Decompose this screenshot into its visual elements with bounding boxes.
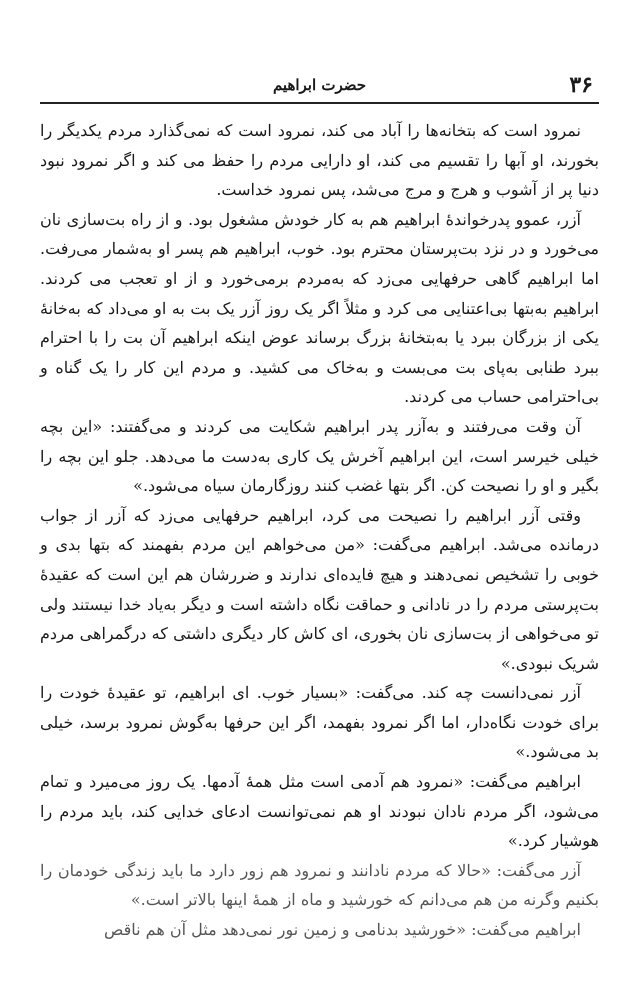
paragraph: ابراهیم می‌گفت: «خورشید بدنامی و زمین نور نمی‌دهد مثل آن هم ناقص <box>104 920 581 940</box>
paragraph: آزر نمی‌دانست چه کند. می‌گفت: «بسیار خوب. ای ابراهیم، تو عقیدهٔ خودت را برای خودت نگاه‌دار، اما اگر نمرود بفهمد، اگر این حرفها به‌گوش نمرود برسد، خیلی بد می‌شود.» <box>40 683 599 762</box>
paragraph: ابراهیم می‌گفت: «نمرود هم آدمی است مثل همهٔ آدمها. یک روز می‌میرد و تمام می‌شود، اگر مردم نادان نبودند او هم نمی‌توانست ادعای خدایی کند، باید مردم را هوشیار کرد.» <box>40 772 599 851</box>
page-body <box>40 116 599 945</box>
page-number: ۳۶ <box>569 72 593 98</box>
paragraph: آزر، عموو پدرخواندهٔ ابراهیم هم به کار خودش مشغول بود. و از راه بت‌سازی نان می‌خورد و در نزد بت‌پرستان محترم بود. خوب، ابراهیم هم پسر او به‌شمار می‌رفت. اما ابراهیم گاهی حرفهایی می‌زد که به‌مردم برمی‌خورد و از او تعجب می کردند. ابراهیم به‌بتها بی‌اعتنایی می کرد و مثلاً اگر یک روز آزر یک بت به او می‌داد که به‌خانهٔ یکی از بزرگان ببرد یا به‌بتخانهٔ بزرگ برساند عوض اینکه ابراهیم آن بت را با احترام ببرد طنابی به‌پای بت می‌بست و به‌خاک می کشید. و مردم این کار را یک گناه و بی‌احترامی حساب می کردند. <box>40 209 599 407</box>
page-header <box>40 70 599 104</box>
running-title: حضرت ابراهیم <box>272 76 367 94</box>
paragraph: نمرود است که بتخانه‌ها را آباد می کند، نمرود است که نمی‌گذارد مردم یکدیگر را بخورند، او آبها را تقسیم می کند، او دارایی مردم را حفظ می کند و اگر نمرود نبود دنیا پر از آشوب و هرج و مرج می‌شد، پس نمرود خداست. <box>40 121 599 200</box>
paragraph: آن وقت می‌رفتند و به‌آزر پدر ابراهیم شکایت می کردند و می‌گفتند: «این بچه خیلی خیرسر است، این ابراهیم آخرش یک کاری به‌دست ما می‌دهد. جلو این بچه را بگیر و او را نصیحت کن. اگر بتها غضب کنند روزگارمان سیاه می‌شود.» <box>40 416 599 496</box>
paragraph: آزر می‌گفت: «حالا که مردم نادانند و نمرود هم زور دارد ما باید زندگی خودمان را بکنیم وگرنه من هم می‌دانم که خورشید و ماه از همهٔ اینها بالاتر است.» <box>40 860 599 910</box>
paragraph: وقتی آزر ابراهیم را نصیحت می کرد، ابراهیم حرفهایی می‌زد که آزر از جواب درمانده می‌شد. ابراهیم می‌گفت: «من می‌خواهم این مردم بفهمند که بتها بدی و خوبی را تشخیص نمی‌دهند و هیچ فایده‌ای ندارند و ضررشان هم این است که عقیدهٔ بت‌پرستی مردم را در نادانی و حماقت نگاه داشته است و دیگر به‌یاد خدا نیستند ولی تو می‌خواهی از بت‌سازی نان بخوری، ای کاش کار دیگری داشتی که درگمراهی مردم شریک نبودی.» <box>40 505 599 673</box>
